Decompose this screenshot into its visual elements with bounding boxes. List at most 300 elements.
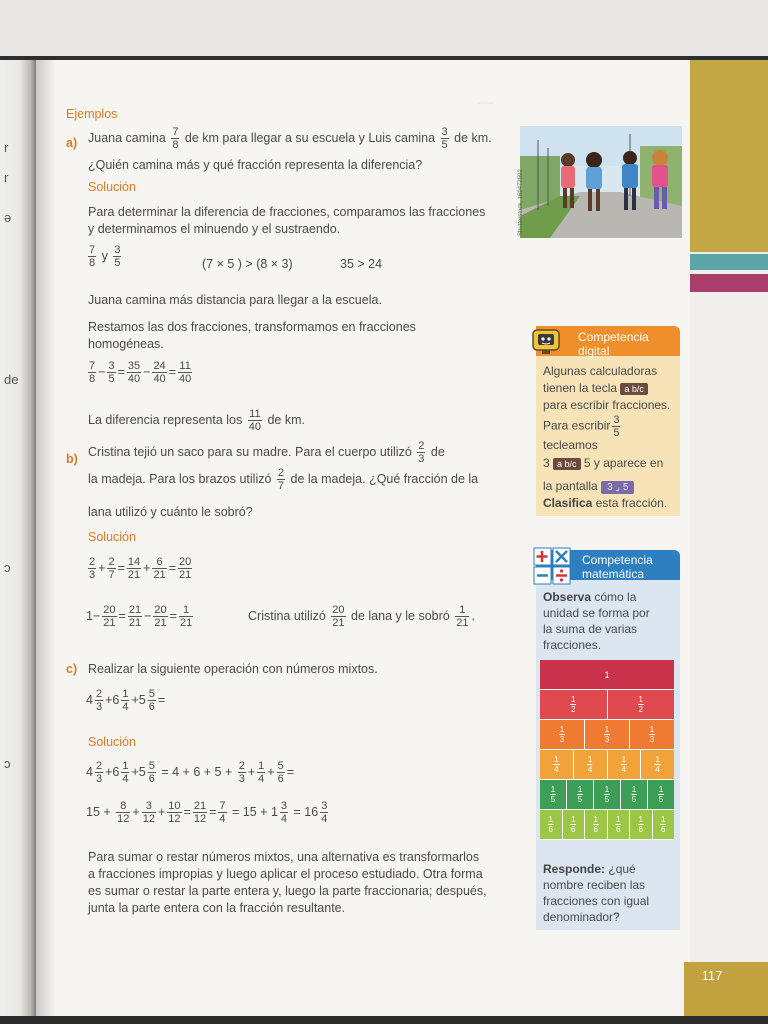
example-b-line1 <box>88 440 522 465</box>
denominator: 8 <box>89 257 96 269</box>
solution-label-a: Solución <box>88 180 136 194</box>
text: y <box>101 248 108 263</box>
numerator: 2 <box>89 556 96 568</box>
fraction <box>570 815 576 834</box>
denominator: 21 <box>179 617 193 629</box>
fraction <box>148 760 156 785</box>
numerator: 1 <box>604 725 610 734</box>
paragraph: es sumar o restar la parte entera y, luego la parte fraccionaria; después, <box>88 884 487 898</box>
denominator: 3 <box>95 773 103 785</box>
numerator: 3 <box>613 414 620 426</box>
denominator: 40 <box>248 421 261 433</box>
fraction <box>152 360 166 385</box>
fraction <box>604 785 610 804</box>
denominator: 21 <box>179 569 192 581</box>
left-page-char: de <box>4 372 19 387</box>
denominator: 6 <box>148 701 155 713</box>
denominator: 8 <box>89 373 96 385</box>
bar-cell <box>608 810 631 839</box>
text: tecleamos <box>543 438 598 452</box>
denominator: 12 <box>142 813 155 825</box>
text: tienen la tecla <box>543 381 618 395</box>
numerator: 1 <box>638 815 643 824</box>
fraction <box>320 800 328 825</box>
numerator: 35 <box>127 360 141 372</box>
text: la suma de varias <box>543 622 638 636</box>
operator: + <box>267 764 275 779</box>
mixed-numbers-expression <box>86 688 165 713</box>
numerator: 20 <box>179 556 192 568</box>
denominator: 12 <box>193 813 207 825</box>
fraction <box>280 800 288 825</box>
operator: + <box>143 560 151 575</box>
page-number: 117 <box>701 968 723 983</box>
fraction <box>107 556 115 581</box>
numerator: 8 <box>116 800 130 813</box>
title: Competencia <box>582 553 653 567</box>
numerator: 1 <box>621 755 627 764</box>
comparison-row <box>86 244 123 269</box>
denominator: 21 <box>456 617 469 629</box>
fraction <box>95 760 103 785</box>
ghost-title <box>478 94 480 96</box>
denominator: 21 <box>332 617 345 629</box>
numerator: 1 <box>559 725 565 734</box>
denominator: 4 <box>621 765 627 774</box>
denominator: 40 <box>127 373 141 385</box>
page-gutter-shadow <box>36 60 56 1024</box>
numerator: 2 <box>95 688 103 700</box>
whole: 5 <box>138 692 146 707</box>
photo-credit: Shutterstock, 169472592 <box>518 169 524 236</box>
text-line <box>543 590 636 604</box>
fraction <box>441 126 449 151</box>
text: esta fracción. <box>595 496 668 510</box>
left-page-char: ɔ <box>4 560 11 575</box>
denominator: 5 <box>658 795 664 804</box>
numerator: 1 <box>577 785 583 794</box>
left-page-char: r <box>4 140 9 155</box>
addition-row <box>86 556 194 581</box>
fraction <box>193 800 207 825</box>
denominator: 5 <box>550 795 556 804</box>
example-a-question: ¿Quién camina más y qué fracción representa la diferencia? <box>88 158 423 172</box>
text: = 16 <box>293 804 319 819</box>
fraction <box>167 800 181 825</box>
bar-row <box>540 780 674 810</box>
denominator: 40 <box>179 373 192 385</box>
whole: 4 <box>86 692 93 707</box>
text: de km. <box>267 412 305 427</box>
denominator: 40 <box>153 373 166 385</box>
text: Responde: <box>543 862 606 876</box>
paragraph: Para determinar la diferencia de fracciones, comparamos las fracciones <box>88 205 486 219</box>
solution-label-b: Solución <box>88 530 136 544</box>
fraction <box>559 725 565 744</box>
fraction <box>148 688 156 713</box>
numerator: 21 <box>128 604 142 616</box>
numerator: 1 <box>658 785 664 794</box>
denominator: 3 <box>604 735 610 744</box>
numerator: 21 <box>193 800 207 812</box>
fraction <box>277 467 285 492</box>
bar-cell <box>567 780 594 809</box>
denominator: 3 <box>89 569 96 581</box>
operator: + <box>157 804 166 819</box>
text: la madeja. Para los brazos utilizó <box>88 471 272 486</box>
operator: − <box>143 364 151 379</box>
fraction <box>107 360 115 385</box>
example-b-question: lana utilizó y cuánto le sobró? <box>88 505 253 519</box>
bar-cell <box>608 690 675 719</box>
text: de lana y le sobró <box>351 608 450 623</box>
operator: − <box>98 364 106 379</box>
fraction <box>417 440 425 465</box>
paragraph: Restamos las dos fracciones, transformamos en fracciones <box>88 320 416 334</box>
numerator: 3 <box>142 800 156 813</box>
fraction <box>638 695 644 714</box>
denominator: 7 <box>108 569 115 581</box>
result-sentence-b <box>248 604 475 629</box>
denominator: 5 <box>441 139 448 151</box>
numerator: 1 <box>571 695 576 704</box>
numerator: 3 <box>114 244 121 256</box>
fraction <box>660 815 666 834</box>
fraction <box>128 604 142 629</box>
denominator: 4 <box>280 813 288 825</box>
photo-illustration <box>520 126 682 238</box>
operator: = <box>169 608 177 623</box>
text: ¿qué <box>608 862 636 876</box>
bar-row <box>540 810 674 840</box>
magenta-stripe <box>690 274 768 292</box>
fraction <box>178 556 192 581</box>
text-line <box>543 862 636 876</box>
numerator: 20 <box>332 604 345 616</box>
bar-cell <box>630 720 674 749</box>
denominator: 6 <box>638 825 643 834</box>
denominator: 6 <box>616 825 621 834</box>
text: La diferencia representa los <box>88 412 243 427</box>
text: 3 <box>543 456 550 470</box>
subtraction-row <box>86 360 194 385</box>
paragraph: a fracciones impropias y luego aplicar el proceso estudiado. Otra forma <box>88 867 483 881</box>
operator: + <box>131 764 139 779</box>
fraction <box>654 755 660 774</box>
denominator: 2 <box>571 705 576 714</box>
bar-cell <box>630 810 653 839</box>
numerator: 2 <box>108 556 115 568</box>
text: de <box>430 444 445 459</box>
text-line <box>543 414 622 439</box>
operator: = <box>157 692 166 707</box>
denominator: 3 <box>649 735 655 744</box>
example-c-label: c) <box>66 662 78 676</box>
denominator: 4 <box>321 813 328 825</box>
paragraph: y determinamos el minuendo y el sustraendo. <box>88 222 341 236</box>
fraction <box>238 760 246 785</box>
numerator: 2 <box>238 760 245 772</box>
operator: = <box>117 560 125 575</box>
solution-line-2 <box>86 800 330 825</box>
bar-row-unit <box>540 660 674 690</box>
text: 5 y aparece en <box>583 456 664 470</box>
numerator: 5 <box>277 760 284 772</box>
operator: + <box>105 764 113 779</box>
fraction <box>277 760 285 785</box>
fraction <box>577 785 583 804</box>
bar-cell <box>594 780 621 809</box>
numerator: 7 <box>172 126 179 138</box>
fraction <box>553 755 559 774</box>
cross-product: (7 × 5 ) > (8 × 3) <box>202 257 293 271</box>
operator: = <box>118 608 126 623</box>
numerator: 1 <box>649 725 655 734</box>
denominator: 21 <box>103 617 116 629</box>
fraction <box>171 126 179 151</box>
text: = 4 + 6 + 5 + <box>161 764 233 779</box>
numerator: 1 <box>631 785 637 794</box>
fraction <box>152 556 166 581</box>
bar-cell <box>641 750 674 779</box>
text-line <box>543 381 648 395</box>
fraction <box>593 815 599 834</box>
denominator: 5 <box>108 373 115 385</box>
numerator: 7 <box>219 800 226 812</box>
text: de km para llegar a su escuela y Luis camina <box>184 130 436 145</box>
denominator: 5 <box>604 795 610 804</box>
numerator: 5 <box>148 760 155 772</box>
cross-product-values: 35 > 24 <box>340 257 383 271</box>
operator: = <box>209 804 217 819</box>
text: Juana camina <box>88 130 166 145</box>
text: Para escribir <box>543 418 611 433</box>
fraction <box>218 800 226 825</box>
numerator: 1 <box>550 785 556 794</box>
denominator: 21 <box>127 569 141 581</box>
section-heading: Ejemplos <box>66 107 118 121</box>
numerator: 1 <box>655 755 660 764</box>
fraction <box>95 688 103 713</box>
text-line <box>543 456 663 470</box>
denominator: 4 <box>219 813 226 825</box>
text-line <box>543 479 634 494</box>
example-a-line1 <box>88 126 492 151</box>
denominator: 4 <box>122 773 129 785</box>
text: denominador? <box>543 910 620 924</box>
left-page-char: ɔ <box>4 756 11 771</box>
numerator: 3 <box>108 360 115 372</box>
text-line <box>543 496 667 510</box>
text: Clasifica <box>543 496 593 510</box>
denominator: 6 <box>661 825 666 834</box>
operator: + <box>105 692 113 707</box>
bar-cell <box>540 810 563 839</box>
numerator: 20 <box>103 604 116 616</box>
bar-cell <box>585 720 630 749</box>
operator: + <box>132 804 140 819</box>
denominator: 2 <box>638 705 643 714</box>
paragraph: homogéneas. <box>88 337 164 351</box>
numerator: 1 <box>122 760 129 772</box>
bar-row <box>540 750 674 780</box>
denominator: 12 <box>168 813 181 825</box>
operator: + <box>131 692 139 707</box>
operator: = <box>183 804 191 819</box>
example-b-line2 <box>88 467 478 492</box>
text: Cristina tejió un saco para su madre. Para el cuerpo utilizó <box>88 444 412 459</box>
numerator: 1 <box>571 815 576 824</box>
unit-label: 1 <box>604 669 610 680</box>
operator: = <box>168 560 176 575</box>
bar-row <box>540 720 674 750</box>
numerator: 3 <box>280 800 288 812</box>
bar-cell <box>653 810 675 839</box>
denominator: 5 <box>631 795 637 804</box>
fraction <box>658 785 664 804</box>
bar-cell <box>574 750 608 779</box>
denominator: 5 <box>577 795 583 804</box>
numerator: 1 <box>593 815 598 824</box>
fraction <box>550 785 556 804</box>
numerator: 1 <box>604 785 610 794</box>
bar-cell <box>563 810 586 839</box>
bar-cell <box>585 810 608 839</box>
numerator: 14 <box>127 556 141 568</box>
operator: = <box>168 364 176 379</box>
bar-cell <box>540 780 567 809</box>
whole: 6 <box>112 692 120 707</box>
denominator: 21 <box>128 617 142 629</box>
bar-cell <box>621 780 648 809</box>
denominator: 5 <box>114 257 121 269</box>
numerator: 1 <box>548 815 553 824</box>
numerator: 3 <box>441 126 448 138</box>
bar-cell <box>648 780 674 809</box>
denominator: 6 <box>148 773 155 785</box>
left-page-char: r <box>4 170 9 185</box>
bar-row <box>540 690 674 720</box>
bar-cell <box>540 750 574 779</box>
denominator: 4 <box>587 765 593 774</box>
numerator: 3 <box>321 800 328 812</box>
left-page-char: ə <box>4 210 12 225</box>
bottom-edge <box>0 1016 768 1024</box>
calculator-screen: 3 ⌟ 5 <box>601 481 634 494</box>
fraction <box>121 688 129 713</box>
title: digital <box>578 344 610 358</box>
fraction <box>88 360 96 385</box>
denominator: 4 <box>122 701 129 713</box>
denominator: 3 <box>559 735 565 744</box>
numerator: 11 <box>249 408 261 420</box>
fraction <box>570 695 576 714</box>
fraction-key: a b/c <box>553 458 581 470</box>
denominator: 8 <box>172 139 179 151</box>
numerator: 11 <box>179 360 191 372</box>
denominator: 5 <box>613 427 620 439</box>
text: = 15 + 1 <box>232 804 278 819</box>
numerator: 24 <box>153 360 166 372</box>
numerator: 7 <box>89 360 96 372</box>
operator: + <box>247 764 256 779</box>
operator: − <box>144 608 152 623</box>
paragraph: Para sumar o restar números mixtos, una alternativa es transformarlos <box>88 850 480 864</box>
whole: 6 <box>112 764 120 779</box>
numerator: 2 <box>418 440 425 452</box>
numerator: 1 <box>661 815 666 824</box>
fraction <box>88 556 96 581</box>
fraction <box>631 785 637 804</box>
denominator: 4 <box>655 765 660 774</box>
text: nombre reciben las <box>543 878 646 892</box>
top-border <box>0 56 768 60</box>
operator: + <box>98 560 106 575</box>
text: de km. <box>454 130 492 145</box>
numerator: 1 <box>258 760 265 772</box>
fraction <box>116 800 130 825</box>
fraction <box>257 760 265 785</box>
fraction <box>113 244 121 269</box>
solution-line-1 <box>86 760 294 785</box>
denominator: 12 <box>117 813 130 825</box>
text: fracciones con igual <box>543 894 650 908</box>
math-operations-icon <box>532 546 572 586</box>
fraction <box>121 760 129 785</box>
fraction <box>455 604 469 629</box>
fraction <box>153 604 167 629</box>
numerator: 5 <box>148 688 155 700</box>
fraction <box>142 800 156 825</box>
gold-tab <box>690 60 768 252</box>
numerator: 6 <box>152 556 166 569</box>
left-page-edge <box>0 60 36 1024</box>
title: Competencia <box>578 330 649 344</box>
difference-sentence <box>88 408 305 433</box>
whole: 4 <box>86 764 93 779</box>
numerator: 20 <box>154 604 167 616</box>
fraction <box>331 604 345 629</box>
example-b-label: b) <box>66 452 78 466</box>
denominator: 4 <box>258 773 265 785</box>
text: cómo la <box>594 590 637 604</box>
text: 15 + <box>86 804 111 819</box>
numerator: 1 <box>122 688 129 700</box>
bar-cell <box>540 690 608 719</box>
fraction <box>621 755 627 774</box>
numerator: 2 <box>95 760 103 772</box>
fraction <box>587 755 593 774</box>
example-a-label: a) <box>66 136 78 150</box>
fraction-bars <box>540 660 674 840</box>
title: matemática <box>582 567 645 581</box>
operator: = <box>286 764 295 779</box>
numerator: 1 <box>179 604 193 617</box>
subtraction-row-b <box>86 604 195 629</box>
operator: − <box>92 608 101 623</box>
fraction <box>638 815 644 834</box>
text: de la madeja. ¿Qué fracción de la <box>290 471 479 486</box>
fraction <box>248 408 262 433</box>
text: Algunas calculadoras <box>543 364 658 378</box>
denominator: 21 <box>153 569 166 581</box>
computer-icon <box>530 324 566 358</box>
denominator: 21 <box>154 617 167 629</box>
denominator: 6 <box>571 825 576 834</box>
fraction <box>127 360 141 385</box>
denominator: 3 <box>95 701 103 713</box>
text: para escribir fracciones. <box>543 398 671 412</box>
